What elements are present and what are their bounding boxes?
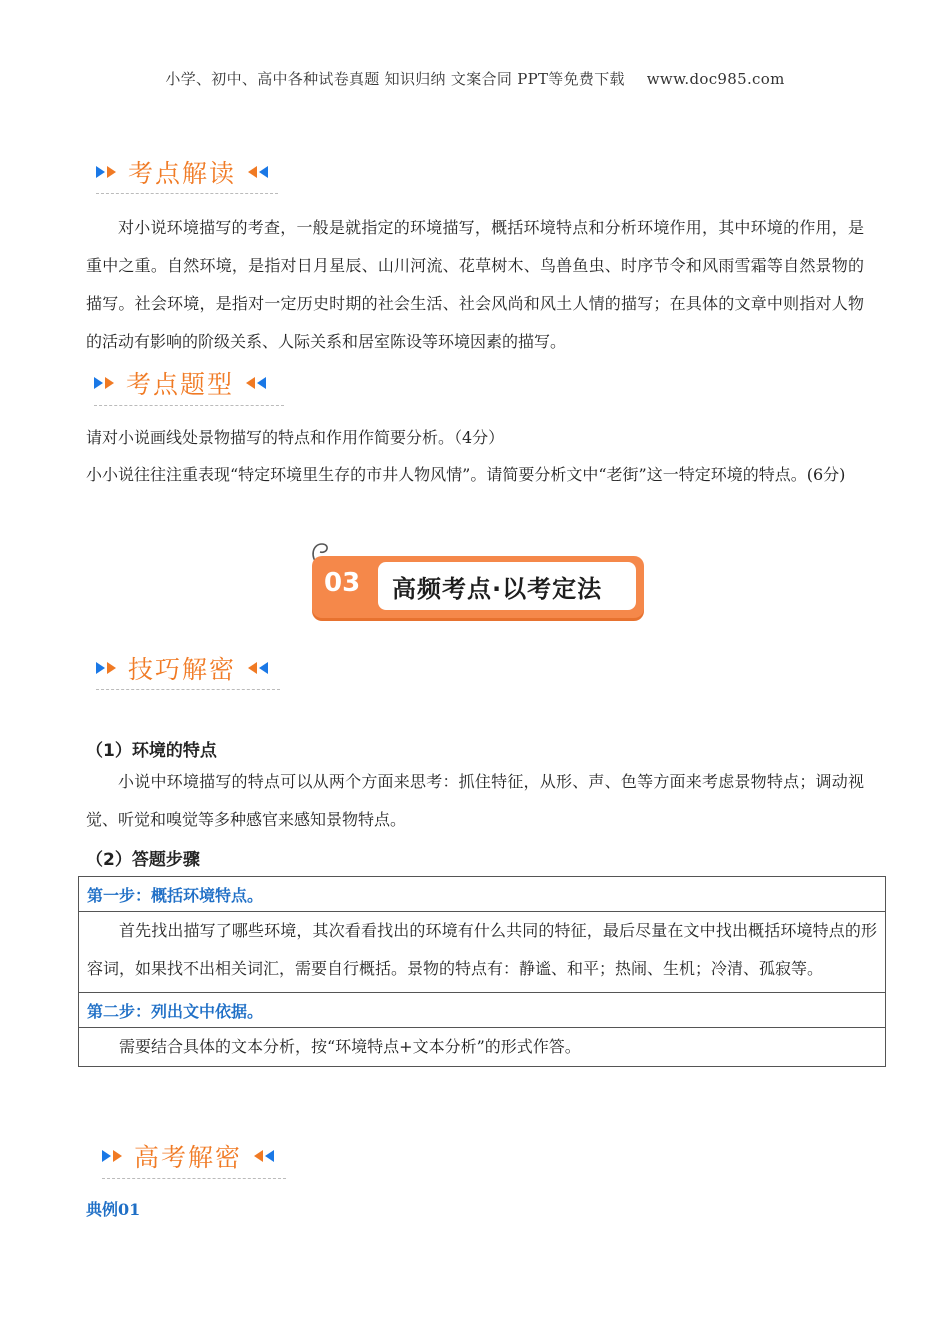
banner-number: 03: [324, 568, 361, 598]
banner-title: 高频考点·以考定法: [392, 575, 603, 603]
step1-body: 首先找出描写了哪些环境，其次看看找出的环境有什么共同的特征，最后尽量在文中找出概括环境特点的形容词，如果找不出相关词汇，需要自行概括。景物的特点有：静谧、和平；热闹、生机；冷清、孤寂等。: [79, 912, 886, 993]
section-heading-jiqiao-jiemi: [96, 648, 268, 688]
right-arrows-icon: [102, 1150, 122, 1162]
step2-body: 需要结合具体的文本分析，按“环境特点+文本分析”的形式作答。: [79, 1028, 886, 1067]
banner-high-frequency: [312, 556, 644, 618]
right-arrows-icon: [94, 377, 114, 389]
example-label: 典例01: [86, 1200, 141, 1219]
page-header: [0, 68, 950, 89]
table-row: [79, 1028, 886, 1067]
subhead-steps: （2）答题步骤: [86, 850, 200, 870]
header-url[interactable]: www.doc985.com: [646, 70, 785, 88]
question-1: 请对小说画线处景物描写的特点和作用作简要分析。（4分）: [86, 428, 505, 447]
left-arrows-icon: [248, 662, 268, 674]
section-heading-kaodian-jiedu: [96, 152, 268, 192]
left-arrows-icon: [246, 377, 266, 389]
table-row: [79, 912, 886, 993]
right-arrows-icon: [96, 662, 116, 674]
section-title: 高考解密: [134, 1143, 243, 1172]
step2-label: 第二步：列出文中依据。: [79, 993, 886, 1028]
subhead-features: （1）环境的特点: [86, 741, 217, 761]
features-paragraph: 小说中环境描写的特点可以从两个方面来思考：抓住特征，从形、声、色等方面来考虑景物特点；调动视觉、听觉和嗅觉等多种感官来感知景物特点。: [86, 772, 864, 829]
header-text: 小学、初中、高中各种试卷真题 知识归纳 文案合同 PPT等免费下载: [165, 70, 625, 88]
section1-paragraph: 对小说环境描写的考查，一般是就指定的环境描写，概括环境特点和分析环境作用，其中环境的作用，是重中之重。自然环境，是指对日月星辰、山川河流、花草树木、鸟兽鱼虫、时序节令和风雨雪霜等自然景物的描写。社会环境，是指对一定历史时期的社会生活、社会风尚和风土人情的描写；在具体的文章中则指对人物的活动有影响的阶级关系、人际关系和居室陈设等环境因素的描写。: [86, 218, 864, 351]
step1-label: 第一步：概括环境特点。: [79, 877, 886, 912]
left-arrows-icon: [248, 166, 268, 178]
section-title: 考点解读: [128, 159, 237, 188]
section-heading-gaokao-jiemi: [102, 1136, 274, 1176]
section-title: 技巧解密: [128, 655, 237, 684]
section-heading-kaodian-tixing: [94, 363, 266, 403]
section-divider: [96, 193, 278, 194]
right-arrows-icon: [96, 166, 116, 178]
table-row: [79, 993, 886, 1028]
table-row: [79, 877, 886, 912]
steps-table: [78, 876, 886, 1067]
question-2: 小小说往往注重表现“特定环境里生存的市井人物风情”。请简要分析文中“老街”这一特定环境的特点。(6分): [86, 465, 846, 484]
section-divider: [102, 1178, 286, 1179]
section-divider: [96, 689, 280, 690]
section-divider: [94, 405, 284, 406]
section-title: 考点题型: [126, 370, 235, 399]
left-arrows-icon: [254, 1150, 274, 1162]
